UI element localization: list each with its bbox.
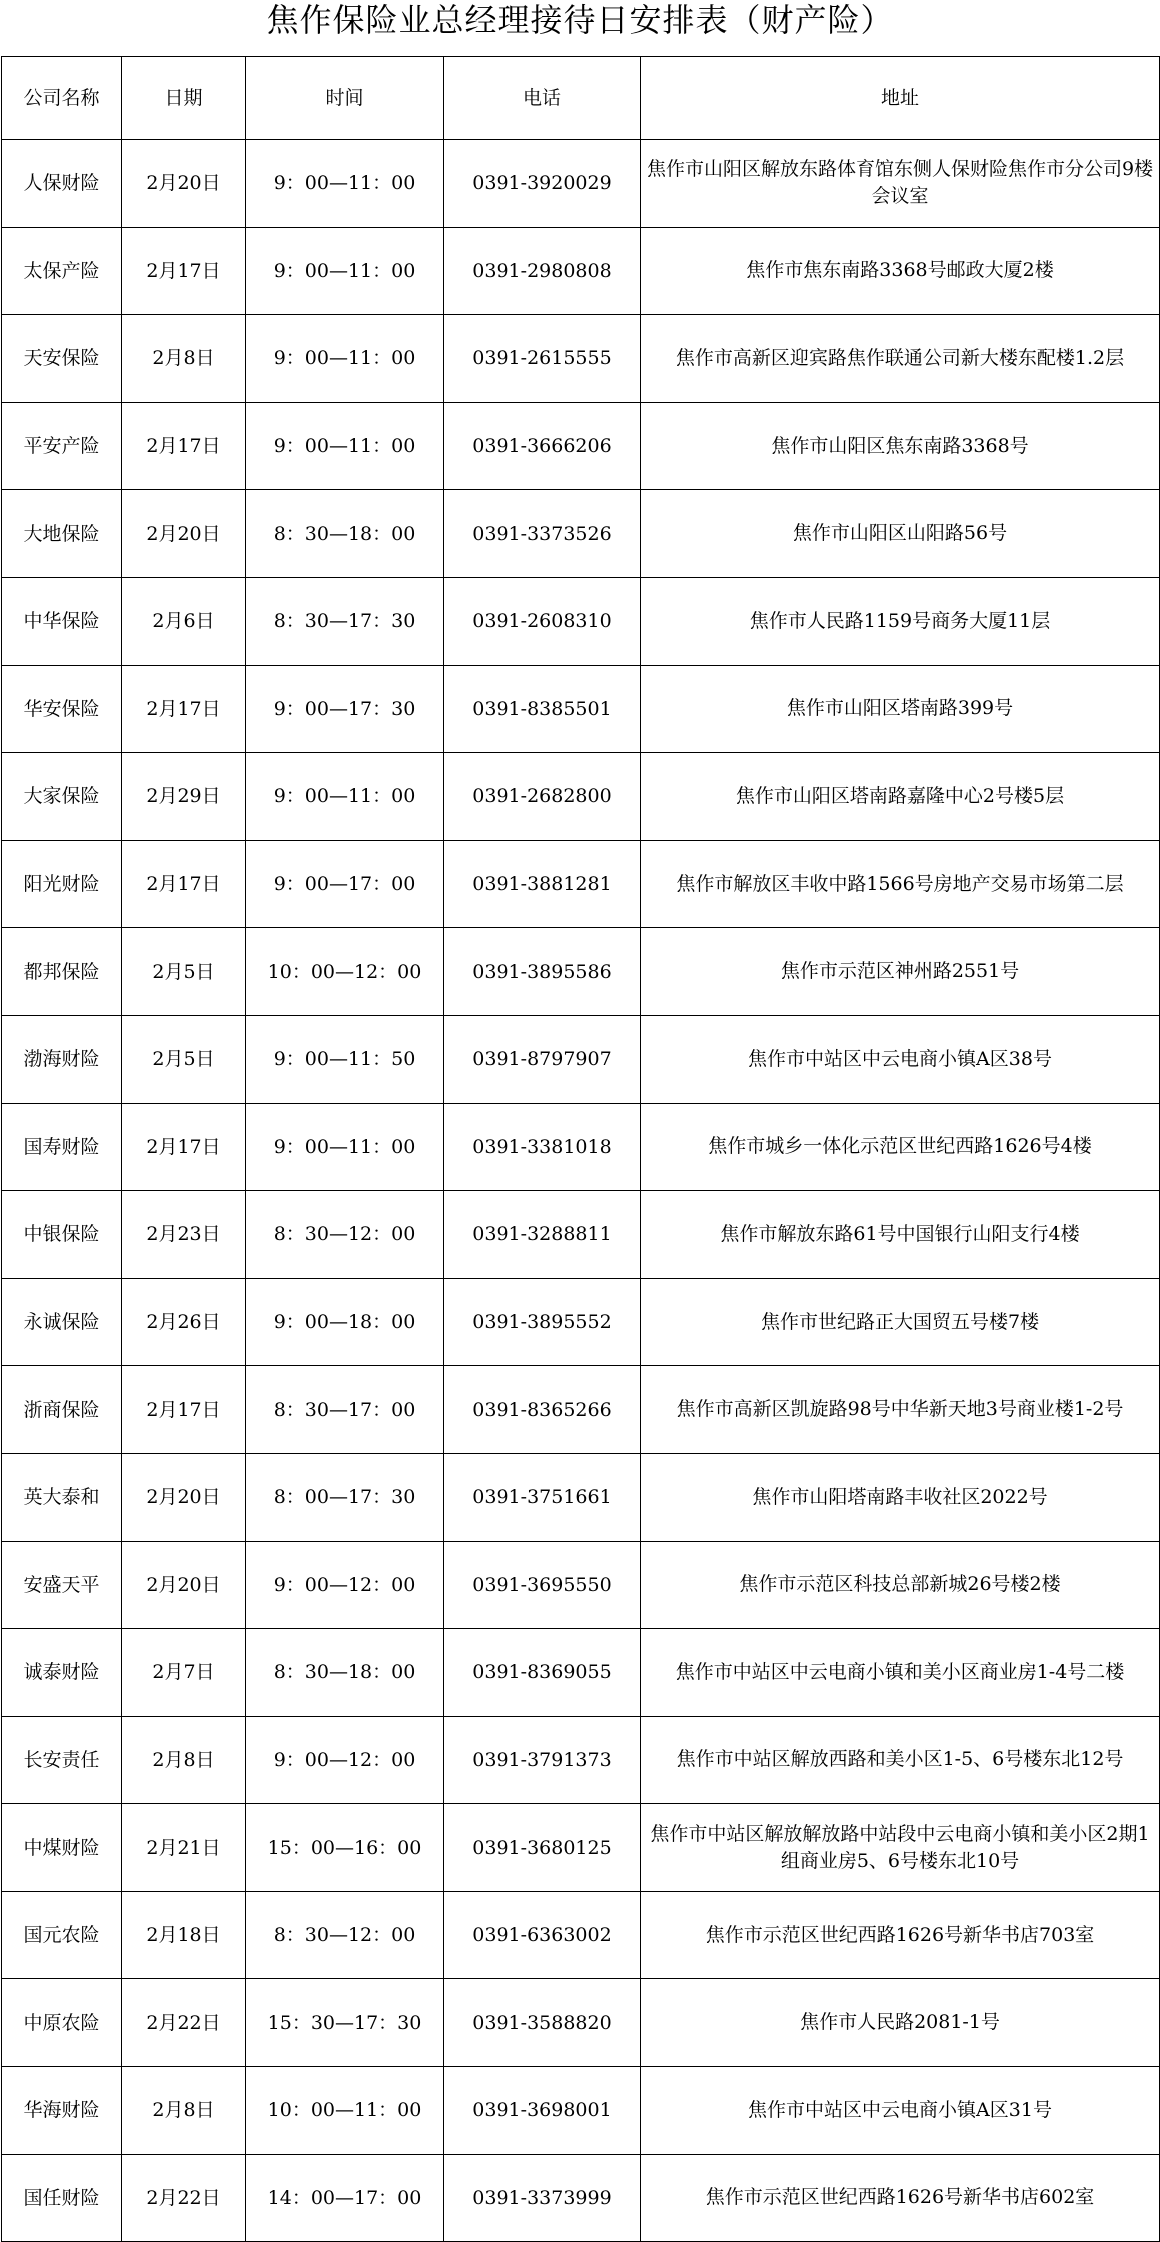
- cell-date: 2月8日: [122, 2067, 246, 2155]
- cell-company: 浙商保险: [2, 1366, 122, 1454]
- cell-company: 中原农险: [2, 1979, 122, 2067]
- cell-date: 2月17日: [122, 665, 246, 753]
- table-row: [2, 1453, 1160, 1541]
- cell-phone: 0391-3920029: [444, 140, 641, 228]
- table-row: [2, 2067, 1160, 2155]
- cell-phone: 0391-3881281: [444, 840, 641, 928]
- header-row: [2, 57, 1160, 140]
- cell-phone: 0391-6363002: [444, 1891, 641, 1979]
- cell-date: 2月26日: [122, 1278, 246, 1366]
- cell-address: 焦作市中站区中云电商小镇A区31号: [641, 2067, 1160, 2155]
- table-row: [2, 140, 1160, 228]
- cell-address: 焦作市人民路1159号商务大厦11层: [641, 577, 1160, 665]
- cell-phone: 0391-3895552: [444, 1278, 641, 1366]
- table-row: [2, 227, 1160, 315]
- header-address: 地址: [641, 57, 1160, 140]
- cell-company: 华安保险: [2, 665, 122, 753]
- table-row: [2, 1804, 1160, 1892]
- cell-phone: 0391-2980808: [444, 227, 641, 315]
- cell-address: 焦作市中站区解放西路和美小区1-5、6号楼东北12号: [641, 1716, 1160, 1804]
- cell-company: 人保财险: [2, 140, 122, 228]
- cell-company: 天安保险: [2, 315, 122, 403]
- cell-date: 2月20日: [122, 490, 246, 578]
- table-row: [2, 1366, 1160, 1454]
- table-header: [2, 57, 1160, 140]
- cell-date: 2月21日: [122, 1804, 246, 1892]
- table-row: [2, 1278, 1160, 1366]
- cell-phone: 0391-3695550: [444, 1541, 641, 1629]
- cell-date: 2月17日: [122, 840, 246, 928]
- cell-company: 华海财险: [2, 2067, 122, 2155]
- table-row: [2, 840, 1160, 928]
- cell-company: 中煤财险: [2, 1804, 122, 1892]
- cell-time: 10：00—12：00: [246, 928, 444, 1016]
- cell-address: 焦作市示范区世纪西路1626号新华书店703室: [641, 1891, 1160, 1979]
- cell-company: 国任财险: [2, 2154, 122, 2242]
- cell-time: 10：00—11：00: [246, 2067, 444, 2155]
- cell-address: 焦作市焦东南路3368号邮政大厦2楼: [641, 227, 1160, 315]
- cell-address: 焦作市城乡一体化示范区世纪西路1626号4楼: [641, 1103, 1160, 1191]
- cell-address: 焦作市示范区神州路2551号: [641, 928, 1160, 1016]
- cell-time: 15：30—17：30: [246, 1979, 444, 2067]
- cell-time: 9：00—11：00: [246, 140, 444, 228]
- cell-company: 诚泰财险: [2, 1629, 122, 1717]
- table-body: [2, 140, 1160, 2242]
- cell-company: 安盛天平: [2, 1541, 122, 1629]
- cell-address: 焦作市高新区凯旋路98号中华新天地3号商业楼1-2号: [641, 1366, 1160, 1454]
- table-row: [2, 1103, 1160, 1191]
- cell-time: 9：00—18：00: [246, 1278, 444, 1366]
- table-row: [2, 1541, 1160, 1629]
- cell-company: 都邦保险: [2, 928, 122, 1016]
- cell-phone: 0391-3698001: [444, 2067, 641, 2155]
- cell-phone: 0391-2615555: [444, 315, 641, 403]
- cell-time: 9：00—11：00: [246, 402, 444, 490]
- cell-company: 大家保险: [2, 753, 122, 841]
- cell-company: 阳光财险: [2, 840, 122, 928]
- cell-date: 2月20日: [122, 1453, 246, 1541]
- cell-phone: 0391-3381018: [444, 1103, 641, 1191]
- page-title: 焦作保险业总经理接待日安排表（财产险）: [266, 1, 894, 39]
- cell-time: 8：30—12：00: [246, 1191, 444, 1279]
- cell-phone: 0391-3666206: [444, 402, 641, 490]
- cell-time: 9：00—11：50: [246, 1015, 444, 1103]
- cell-date: 2月5日: [122, 928, 246, 1016]
- cell-time: 8：30—18：00: [246, 1629, 444, 1717]
- cell-time: 8：30—17：00: [246, 1366, 444, 1454]
- cell-time: 8：30—18：00: [246, 490, 444, 578]
- cell-address: 焦作市人民路2081-1号: [641, 1979, 1160, 2067]
- cell-time: 15：00—16：00: [246, 1804, 444, 1892]
- cell-time: 9：00—11：00: [246, 315, 444, 403]
- header-time: 时间: [246, 57, 444, 140]
- cell-time: 14：00—17：00: [246, 2154, 444, 2242]
- cell-phone: 0391-3791373: [444, 1716, 641, 1804]
- cell-phone: 0391-3588820: [444, 1979, 641, 2067]
- cell-time: 8：30—17：30: [246, 577, 444, 665]
- table-row: [2, 1191, 1160, 1279]
- table-row: [2, 315, 1160, 403]
- cell-date: 2月17日: [122, 402, 246, 490]
- header-phone: 电话: [444, 57, 641, 140]
- cell-address: 焦作市中站区解放解放路中站段中云电商小镇和美小区2期1组商业房5、6号楼东北10号: [641, 1804, 1160, 1892]
- cell-date: 2月20日: [122, 140, 246, 228]
- cell-address: 焦作市中站区中云电商小镇A区38号: [641, 1015, 1160, 1103]
- cell-company: 国寿财险: [2, 1103, 122, 1191]
- cell-phone: 0391-8369055: [444, 1629, 641, 1717]
- cell-address: 焦作市山阳区塔南路嘉隆中心2号楼5层: [641, 753, 1160, 841]
- cell-date: 2月17日: [122, 1103, 246, 1191]
- cell-time: 8：00—17：30: [246, 1453, 444, 1541]
- cell-company: 渤海财险: [2, 1015, 122, 1103]
- cell-address: 焦作市高新区迎宾路焦作联通公司新大楼东配楼1.2层: [641, 315, 1160, 403]
- table-row: [2, 1891, 1160, 1979]
- cell-company: 中华保险: [2, 577, 122, 665]
- cell-address: 焦作市中站区中云电商小镇和美小区商业房1-4号二楼: [641, 1629, 1160, 1717]
- cell-time: 8：30—12：00: [246, 1891, 444, 1979]
- cell-company: 中银保险: [2, 1191, 122, 1279]
- cell-time: 9：00—17：30: [246, 665, 444, 753]
- cell-phone: 0391-8797907: [444, 1015, 641, 1103]
- cell-time: 9：00—12：00: [246, 1716, 444, 1804]
- cell-phone: 0391-3895586: [444, 928, 641, 1016]
- cell-phone: 0391-2608310: [444, 577, 641, 665]
- table-row: [2, 402, 1160, 490]
- cell-phone: 0391-8365266: [444, 1366, 641, 1454]
- table-row: [2, 577, 1160, 665]
- cell-time: 9：00—17：00: [246, 840, 444, 928]
- cell-phone: 0391-3373526: [444, 490, 641, 578]
- header-date: 日期: [122, 57, 246, 140]
- cell-address: 焦作市示范区科技总部新城26号楼2楼: [641, 1541, 1160, 1629]
- cell-date: 2月23日: [122, 1191, 246, 1279]
- cell-phone: 0391-3680125: [444, 1804, 641, 1892]
- table-row: [2, 2154, 1160, 2242]
- cell-company: 长安责任: [2, 1716, 122, 1804]
- table-row: [2, 1716, 1160, 1804]
- cell-date: 2月17日: [122, 227, 246, 315]
- table-row: [2, 753, 1160, 841]
- table-row: [2, 1629, 1160, 1717]
- cell-date: 2月22日: [122, 2154, 246, 2242]
- cell-address: 焦作市山阳区塔南路399号: [641, 665, 1160, 753]
- cell-company: 太保产险: [2, 227, 122, 315]
- header-company: 公司名称: [2, 57, 122, 140]
- cell-company: 平安产险: [2, 402, 122, 490]
- table-row: [2, 665, 1160, 753]
- cell-time: 9：00—12：00: [246, 1541, 444, 1629]
- cell-date: 2月17日: [122, 1366, 246, 1454]
- cell-phone: 0391-8385501: [444, 665, 641, 753]
- cell-time: 9：00—11：00: [246, 1103, 444, 1191]
- cell-time: 9：00—11：00: [246, 227, 444, 315]
- cell-address: 焦作市山阳区焦东南路3368号: [641, 402, 1160, 490]
- cell-date: 2月6日: [122, 577, 246, 665]
- cell-company: 国元农险: [2, 1891, 122, 1979]
- cell-date: 2月18日: [122, 1891, 246, 1979]
- cell-address: 焦作市示范区世纪西路1626号新华书店602室: [641, 2154, 1160, 2242]
- cell-date: 2月20日: [122, 1541, 246, 1629]
- table-row: [2, 1015, 1160, 1103]
- cell-date: 2月29日: [122, 753, 246, 841]
- table-row: [2, 490, 1160, 578]
- cell-company: 英大泰和: [2, 1453, 122, 1541]
- schedule-table: [1, 56, 1160, 2242]
- cell-date: 2月8日: [122, 1716, 246, 1804]
- cell-date: 2月8日: [122, 315, 246, 403]
- table-row: [2, 1979, 1160, 2067]
- cell-address: 焦作市解放东路61号中国银行山阳支行4楼: [641, 1191, 1160, 1279]
- cell-time: 9：00—11：00: [246, 753, 444, 841]
- cell-company: 大地保险: [2, 490, 122, 578]
- table-row: [2, 928, 1160, 1016]
- cell-address: 焦作市解放区丰收中路1566号房地产交易市场第二层: [641, 840, 1160, 928]
- cell-address: 焦作市山阳区解放东路体育馆东侧人保财险焦作市分公司9楼会议室: [641, 140, 1160, 228]
- cell-phone: 0391-2682800: [444, 753, 641, 841]
- cell-date: 2月5日: [122, 1015, 246, 1103]
- cell-date: 2月7日: [122, 1629, 246, 1717]
- cell-address: 焦作市世纪路正大国贸五号楼7楼: [641, 1278, 1160, 1366]
- cell-company: 永诚保险: [2, 1278, 122, 1366]
- cell-date: 2月22日: [122, 1979, 246, 2067]
- cell-phone: 0391-3373999: [444, 2154, 641, 2242]
- cell-phone: 0391-3751661: [444, 1453, 641, 1541]
- cell-address: 焦作市山阳区山阳路56号: [641, 490, 1160, 578]
- cell-phone: 0391-3288811: [444, 1191, 641, 1279]
- cell-address: 焦作市山阳塔南路丰收社区2022号: [641, 1453, 1160, 1541]
